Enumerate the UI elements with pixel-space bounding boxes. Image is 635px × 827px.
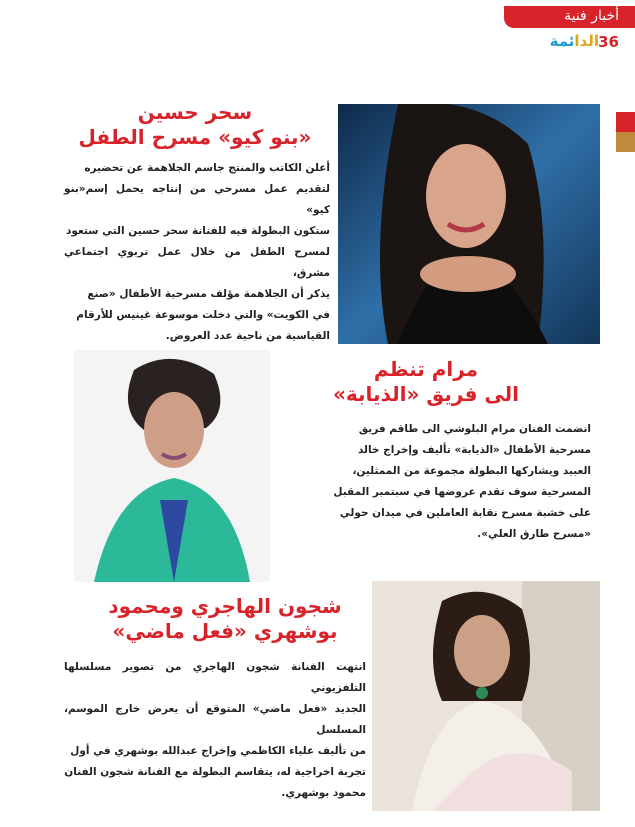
page-number: 36 — [598, 33, 619, 51]
marker-red — [616, 112, 635, 132]
section-tag-bar — [504, 6, 635, 28]
logo-part-a: الدا — [574, 32, 599, 50]
body-line: تجربة اخراجية له، يتقاسم البطولة مع الفنانة شجون الفنان — [64, 766, 366, 778]
body-line: القياسية من ناحية عدد العروض. — [165, 330, 330, 342]
article-2-title — [326, 357, 526, 407]
article-1-title-line2: «بنو كيو» مسرح الطفل — [78, 125, 312, 149]
article-2-body — [290, 419, 591, 545]
article-3-title — [80, 594, 370, 644]
section-label: أخبار فنية — [564, 8, 619, 24]
body-line: من تأليف علياء الكاظمي وإخراج عبدالله بوشهري في أول — [70, 745, 366, 757]
article-3-title-line2: بوشهري «فعل ماضي» — [112, 619, 338, 643]
article-3-body — [64, 657, 366, 804]
body-line: العبيد ويشاركها البطولة مجموعة من الممثلين، — [352, 465, 591, 477]
photo-shojoon-hajri — [372, 581, 600, 811]
logo-part-b: ئمة — [549, 32, 575, 50]
body-line: «مسرح طارق العلي». — [477, 528, 591, 540]
article-3-title-line1: شجون الهاجري ومحمود — [108, 594, 342, 618]
body-line: ستكون البطولة فيه للفنانة سحر حسين التي ستعود — [65, 225, 330, 237]
body-line: لتقديم عمل مسرحي من إنتاجه يحمل إسم«بنو كيو» — [64, 183, 330, 216]
article-1-title-line1: سحر حسين — [137, 100, 253, 124]
body-line: على خشبة مسرح نقابة العاملين في ميدان حولي — [339, 507, 591, 519]
body-line: لمسرح الطفل من خلال عمل تربوي اجتماعي مشرق، — [64, 246, 330, 279]
body-line: الجديد «فعل ماضي» المتوقع أن يعرض خارج الموسم، المسلسل — [64, 703, 366, 736]
marker-brown — [616, 132, 635, 152]
photo-maram-balushi — [74, 350, 270, 582]
article-2-title-line2: الى فريق «الذيابة» — [332, 382, 519, 406]
body-line: مسرحية الأطفال «الذيابة» تأليف وإخراج خالد — [357, 444, 591, 456]
body-line: انضمت الفنان مرام البلوشي الى طاقم فريق — [358, 423, 591, 435]
body-line: المسرحية سوف تقدم عروضها في سبتمبر المقبل — [333, 486, 591, 498]
body-line: في الكويت» والتي دخلت موسوعة غينيس للأرقام — [76, 309, 330, 321]
section-header — [504, 6, 635, 50]
magazine-logo — [550, 32, 599, 50]
article-2-title-line1: مرام تنظم — [373, 357, 479, 381]
body-line: يذكر أن الجلاهمة مؤلف مسرحية الأطفال «صنع — [87, 288, 330, 300]
article-1-title — [70, 100, 320, 150]
side-color-marker — [616, 112, 635, 152]
body-line: محمود بوشهري. — [281, 787, 366, 799]
article-1-body — [64, 158, 330, 347]
body-line: أعلن الكاتب والمنتج جاسم الجلاهمة عن تحضيره — [84, 162, 330, 174]
body-line: انتهت الفنانة شجون الهاجري من تصوير مسلسلها التلفزيوني — [64, 661, 366, 694]
photo-sahar-hussein — [338, 104, 600, 344]
